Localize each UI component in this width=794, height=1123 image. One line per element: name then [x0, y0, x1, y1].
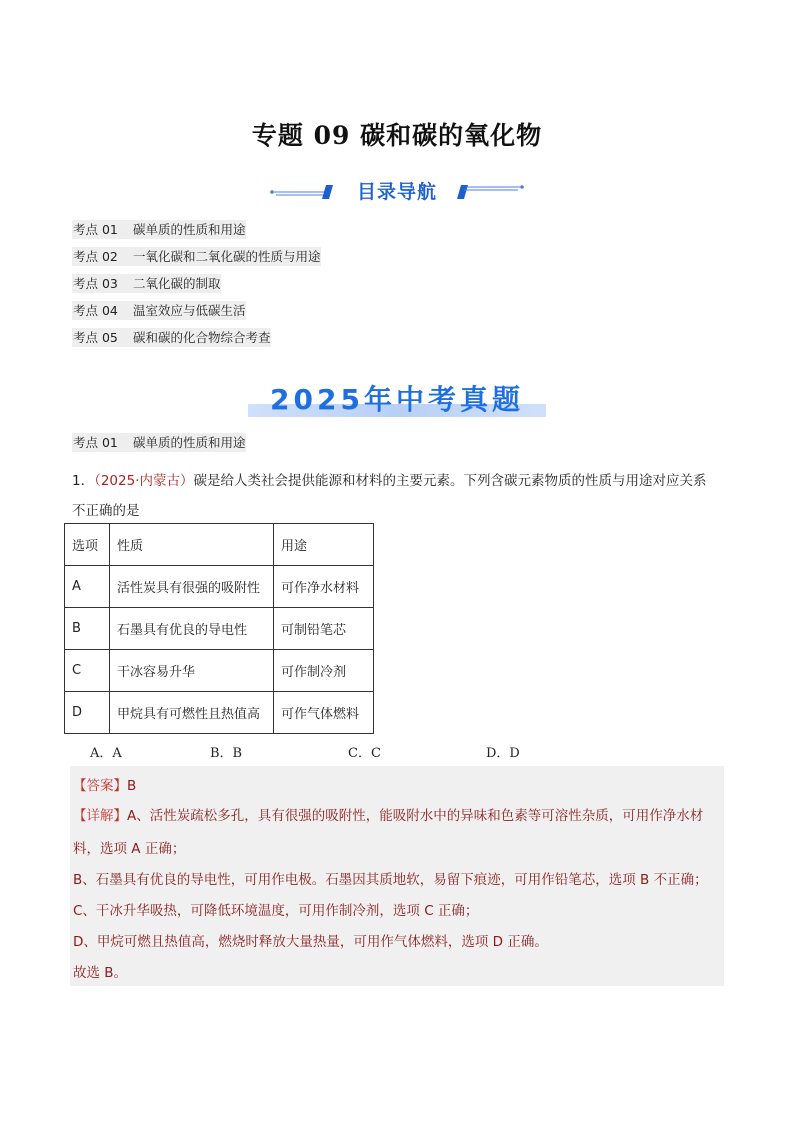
answer-tag: 【答案】 — [73, 778, 127, 794]
toc-code: 考点 05 — [73, 330, 118, 345]
table-header-cell: 选项 — [65, 524, 110, 566]
toc-item-02[interactable] — [72, 247, 321, 266]
table-cell: 可作气体燃料 — [274, 692, 374, 734]
question-number: 1． — [72, 473, 95, 489]
table-cell: 甲烷具有可燃性且热值高 — [110, 692, 274, 734]
question-text-line1: 碳是给人类社会提供能源和材料的主要元素。下列含碳元素物质的性质与用途对应关系 — [193, 473, 707, 489]
detail-line2: 料，选项 A 正确； — [73, 841, 186, 857]
question-source: （2025·内蒙古） — [94, 473, 194, 489]
detail-text: A、活性炭疏松多孔，具有很强的吸附性，能吸附水中的异味和色素等可溶性杂质，可用作净水材 — [127, 808, 704, 824]
toc-item-01[interactable] — [72, 220, 246, 239]
toc-text: 温室效应与低碳生活 — [133, 303, 246, 318]
toc-nav-header — [268, 176, 526, 206]
table-header-cell: 用途 — [274, 524, 374, 566]
toc-code: 考点 03 — [73, 276, 118, 291]
page-title: 专题 09 碳和碳的氧化物 — [251, 121, 543, 150]
table-header-row — [65, 524, 374, 566]
choice-d[interactable]: D．D — [486, 746, 520, 761]
toc-text: 碳和碳的化合物综合考查 — [133, 330, 271, 345]
options-table — [64, 523, 374, 734]
toc-item-03[interactable] — [72, 274, 221, 293]
detail-line5: D、甲烷可燃且热值高，燃烧时释放大量热量，可用作气体燃料，选项 D 正确。 — [73, 934, 548, 950]
table-cell: 石墨具有优良的导电性 — [110, 608, 274, 650]
section-label — [72, 433, 246, 452]
nav-title: 目录导航 — [356, 181, 437, 203]
toc-item-05[interactable] — [72, 328, 271, 347]
section-text: 碳单质的性质和用途 — [133, 435, 246, 450]
year-banner — [244, 378, 550, 422]
toc-text: 碳单质的性质和用途 — [133, 222, 246, 237]
year-banner-text: 2025年中考真题 — [270, 383, 524, 416]
table-cell: B — [65, 608, 110, 650]
toc-text: 一氧化碳和二氧化碳的性质与用途 — [133, 249, 321, 264]
choice-c[interactable]: C．C — [348, 746, 381, 761]
answer-line — [73, 774, 136, 794]
toc-text: 二氧化碳的制取 — [133, 276, 221, 291]
choice-a[interactable]: A．A — [90, 746, 122, 761]
table-row — [65, 608, 374, 650]
toc-code: 考点 04 — [73, 303, 118, 318]
table-cell: D — [65, 692, 110, 734]
table-cell: A — [65, 566, 110, 608]
choice-b[interactable]: B．B — [210, 746, 243, 761]
detail-tag: 【详解】 — [73, 808, 127, 824]
table-row — [65, 692, 374, 734]
table-header-cell: 性质 — [110, 524, 274, 566]
table-cell: C — [65, 650, 110, 692]
detail-line3: B、石墨具有优良的导电性，可用作电极。石墨因其质地软，易留下痕迹，可用作铅笔芯，选项 B 不正确； — [73, 872, 708, 888]
table-row — [65, 566, 374, 608]
table-cell: 可制铅笔芯 — [274, 608, 374, 650]
table-cell: 干冰容易升华 — [110, 650, 274, 692]
table-row — [65, 650, 374, 692]
question-stem — [72, 469, 707, 489]
detail-line1 — [73, 804, 703, 824]
toc-code: 考点 01 — [73, 222, 118, 237]
question-text-line2: 不正确的是 — [72, 503, 140, 519]
toc-code: 考点 02 — [73, 249, 118, 264]
table-cell: 可作净水材料 — [274, 566, 374, 608]
detail-line6: 故选 B。 — [73, 965, 128, 981]
detail-line4: C、干冰升华吸热，可降低环境温度，可用作制冷剂，选项 C 正确； — [73, 903, 479, 919]
table-cell: 可作制冷剂 — [274, 650, 374, 692]
answer-value: B — [127, 778, 137, 794]
toc-item-04[interactable] — [72, 301, 246, 320]
section-code: 考点 01 — [73, 435, 118, 450]
table-cell: 活性炭具有很强的吸附性 — [110, 566, 274, 608]
